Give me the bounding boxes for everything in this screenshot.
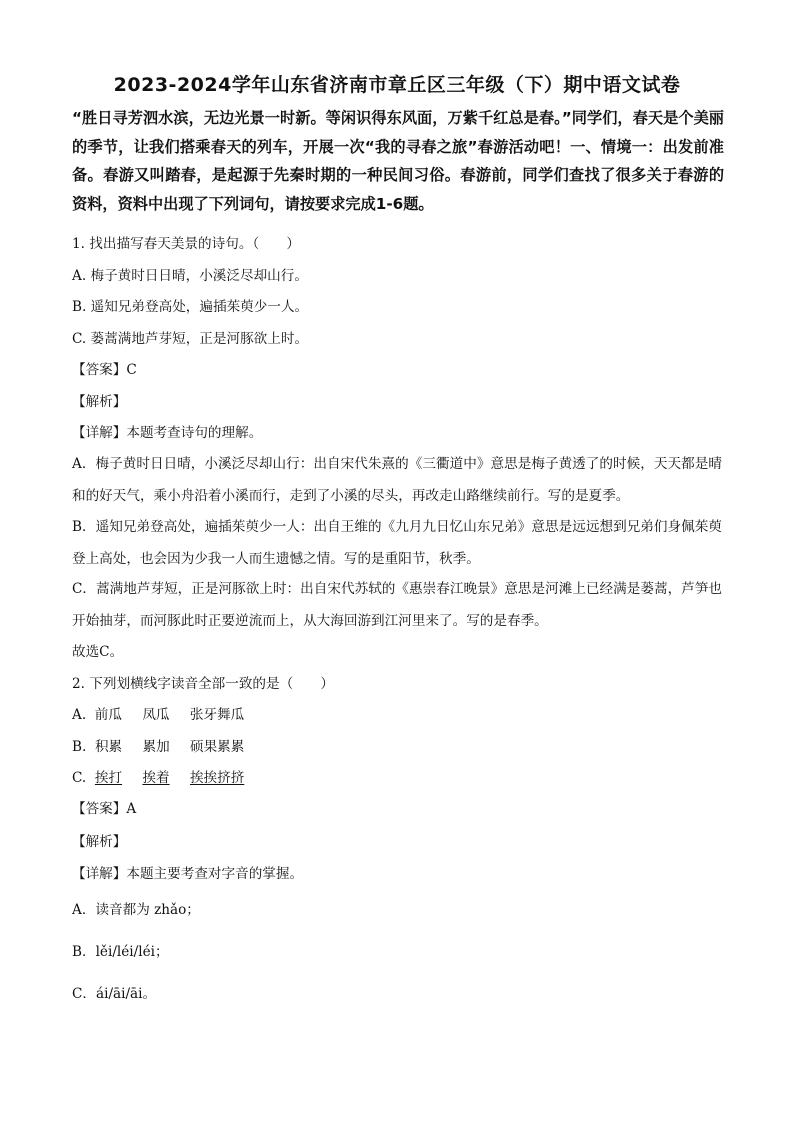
question-1-explain-c: C．蒿满地芦芽短，正是河豚欲上时：出自宋代苏轼的《惠崇春江晚景》意思是河滩上已经满是蒌蒿，芦笋也开始抽芽，而河豚此时正要逆流而上，从大海回游到江河里来了。写的是春季。 bbox=[72, 581, 722, 629]
question-2-detail: 【详解】本题主要考查对字音的掌握。 bbox=[72, 866, 304, 882]
page-title: 2023-2024学年山东省济南市章丘区三年级（下）期中语文试卷 bbox=[113, 74, 681, 96]
option-word: 前瓜 bbox=[94, 707, 122, 723]
question-1-option-b: B. 遥知兄弟登高处，遍插茱萸少一人。 bbox=[72, 299, 309, 315]
option-word: 积累 bbox=[94, 739, 123, 755]
question-2-option-c bbox=[72, 766, 724, 786]
question-1-conclusion: 故选C。 bbox=[72, 644, 124, 660]
option-word-underlined: 挨打 bbox=[94, 770, 123, 786]
question-2-answer: 【答案】A bbox=[72, 801, 137, 817]
option-prefix: C. bbox=[72, 770, 87, 786]
question-1-option-a: A. 梅子黄时日日晴，小溪泛尽却山行。 bbox=[72, 268, 308, 284]
option-word-underlined: 挨挨挤挤 bbox=[189, 770, 245, 786]
question-2-stem: 2. 下列划横线字读音全部一致的是（ ） bbox=[72, 676, 334, 692]
question-2-option-a bbox=[72, 703, 724, 723]
question-2-explain-b: B．lěi/léi/léi； bbox=[72, 944, 169, 960]
question-1-explain-a: A．梅子黄时日日晴，小溪泛尽却山行：出自宋代朱熹的《三衢道中》意思是梅子黄透了的时候，天天都是晴和的好天气，乘小舟沿着小溪而行，走到了小溪的尽头，再改走山路继续前行。写的是夏季。 bbox=[72, 456, 722, 504]
question-1-explain-b: B．遥知兄弟登高处，遍插茱萸少一人：出自王维的《九月九日忆山东兄弟》意思是远远想到兄弟们身佩茱萸登上高处，也会因为少我一人而生遗憾之情。写的是重阳节，秋季。 bbox=[72, 519, 722, 567]
option-word: 累加 bbox=[142, 739, 170, 755]
question-2-explain-a: A．读音都为 zhǎo； bbox=[72, 902, 200, 918]
option-word: 凤瓜 bbox=[142, 707, 170, 723]
question-1-stem: 1. 找出描写春天美景的诗句。（ ） bbox=[72, 236, 300, 252]
intro-paragraph: “胜日寻芳泗水滨，无边光景一时新。等闲识得东风面，万紫千红总是春。”同学们，春天是个美丽的季节，让我们搭乘春天的列车，开展一次“我的寻春之旅”春游活动吧！一、情境一：出发前准备。春游又叫踏春，是起源于先秦时期的一种民间习俗。春游前，同学们查找了很多关于春游的资料，资料中出现了下列词句，请按要求完成1-6题。 bbox=[72, 109, 724, 213]
option-prefix: B. bbox=[72, 739, 87, 755]
question-1-detail: 【详解】本题考查诗句的理解。 bbox=[72, 425, 263, 441]
option-word-underlined: 挨着 bbox=[142, 770, 170, 786]
question-1-analysis-label: 【解析】 bbox=[72, 394, 127, 410]
question-1-answer: 【答案】C bbox=[72, 362, 137, 378]
option-word: 张牙舞瓜 bbox=[189, 707, 245, 723]
question-2-analysis-label: 【解析】 bbox=[72, 834, 127, 850]
option-word: 硕果累累 bbox=[190, 739, 245, 755]
question-1-option-c: C. 蒌蒿满地芦芽短，正是河豚欲上时。 bbox=[72, 331, 309, 347]
option-prefix: A. bbox=[72, 707, 87, 723]
question-2-option-b bbox=[72, 735, 724, 755]
question-2-explain-c: C．ái/āi/āi。 bbox=[72, 986, 157, 1002]
